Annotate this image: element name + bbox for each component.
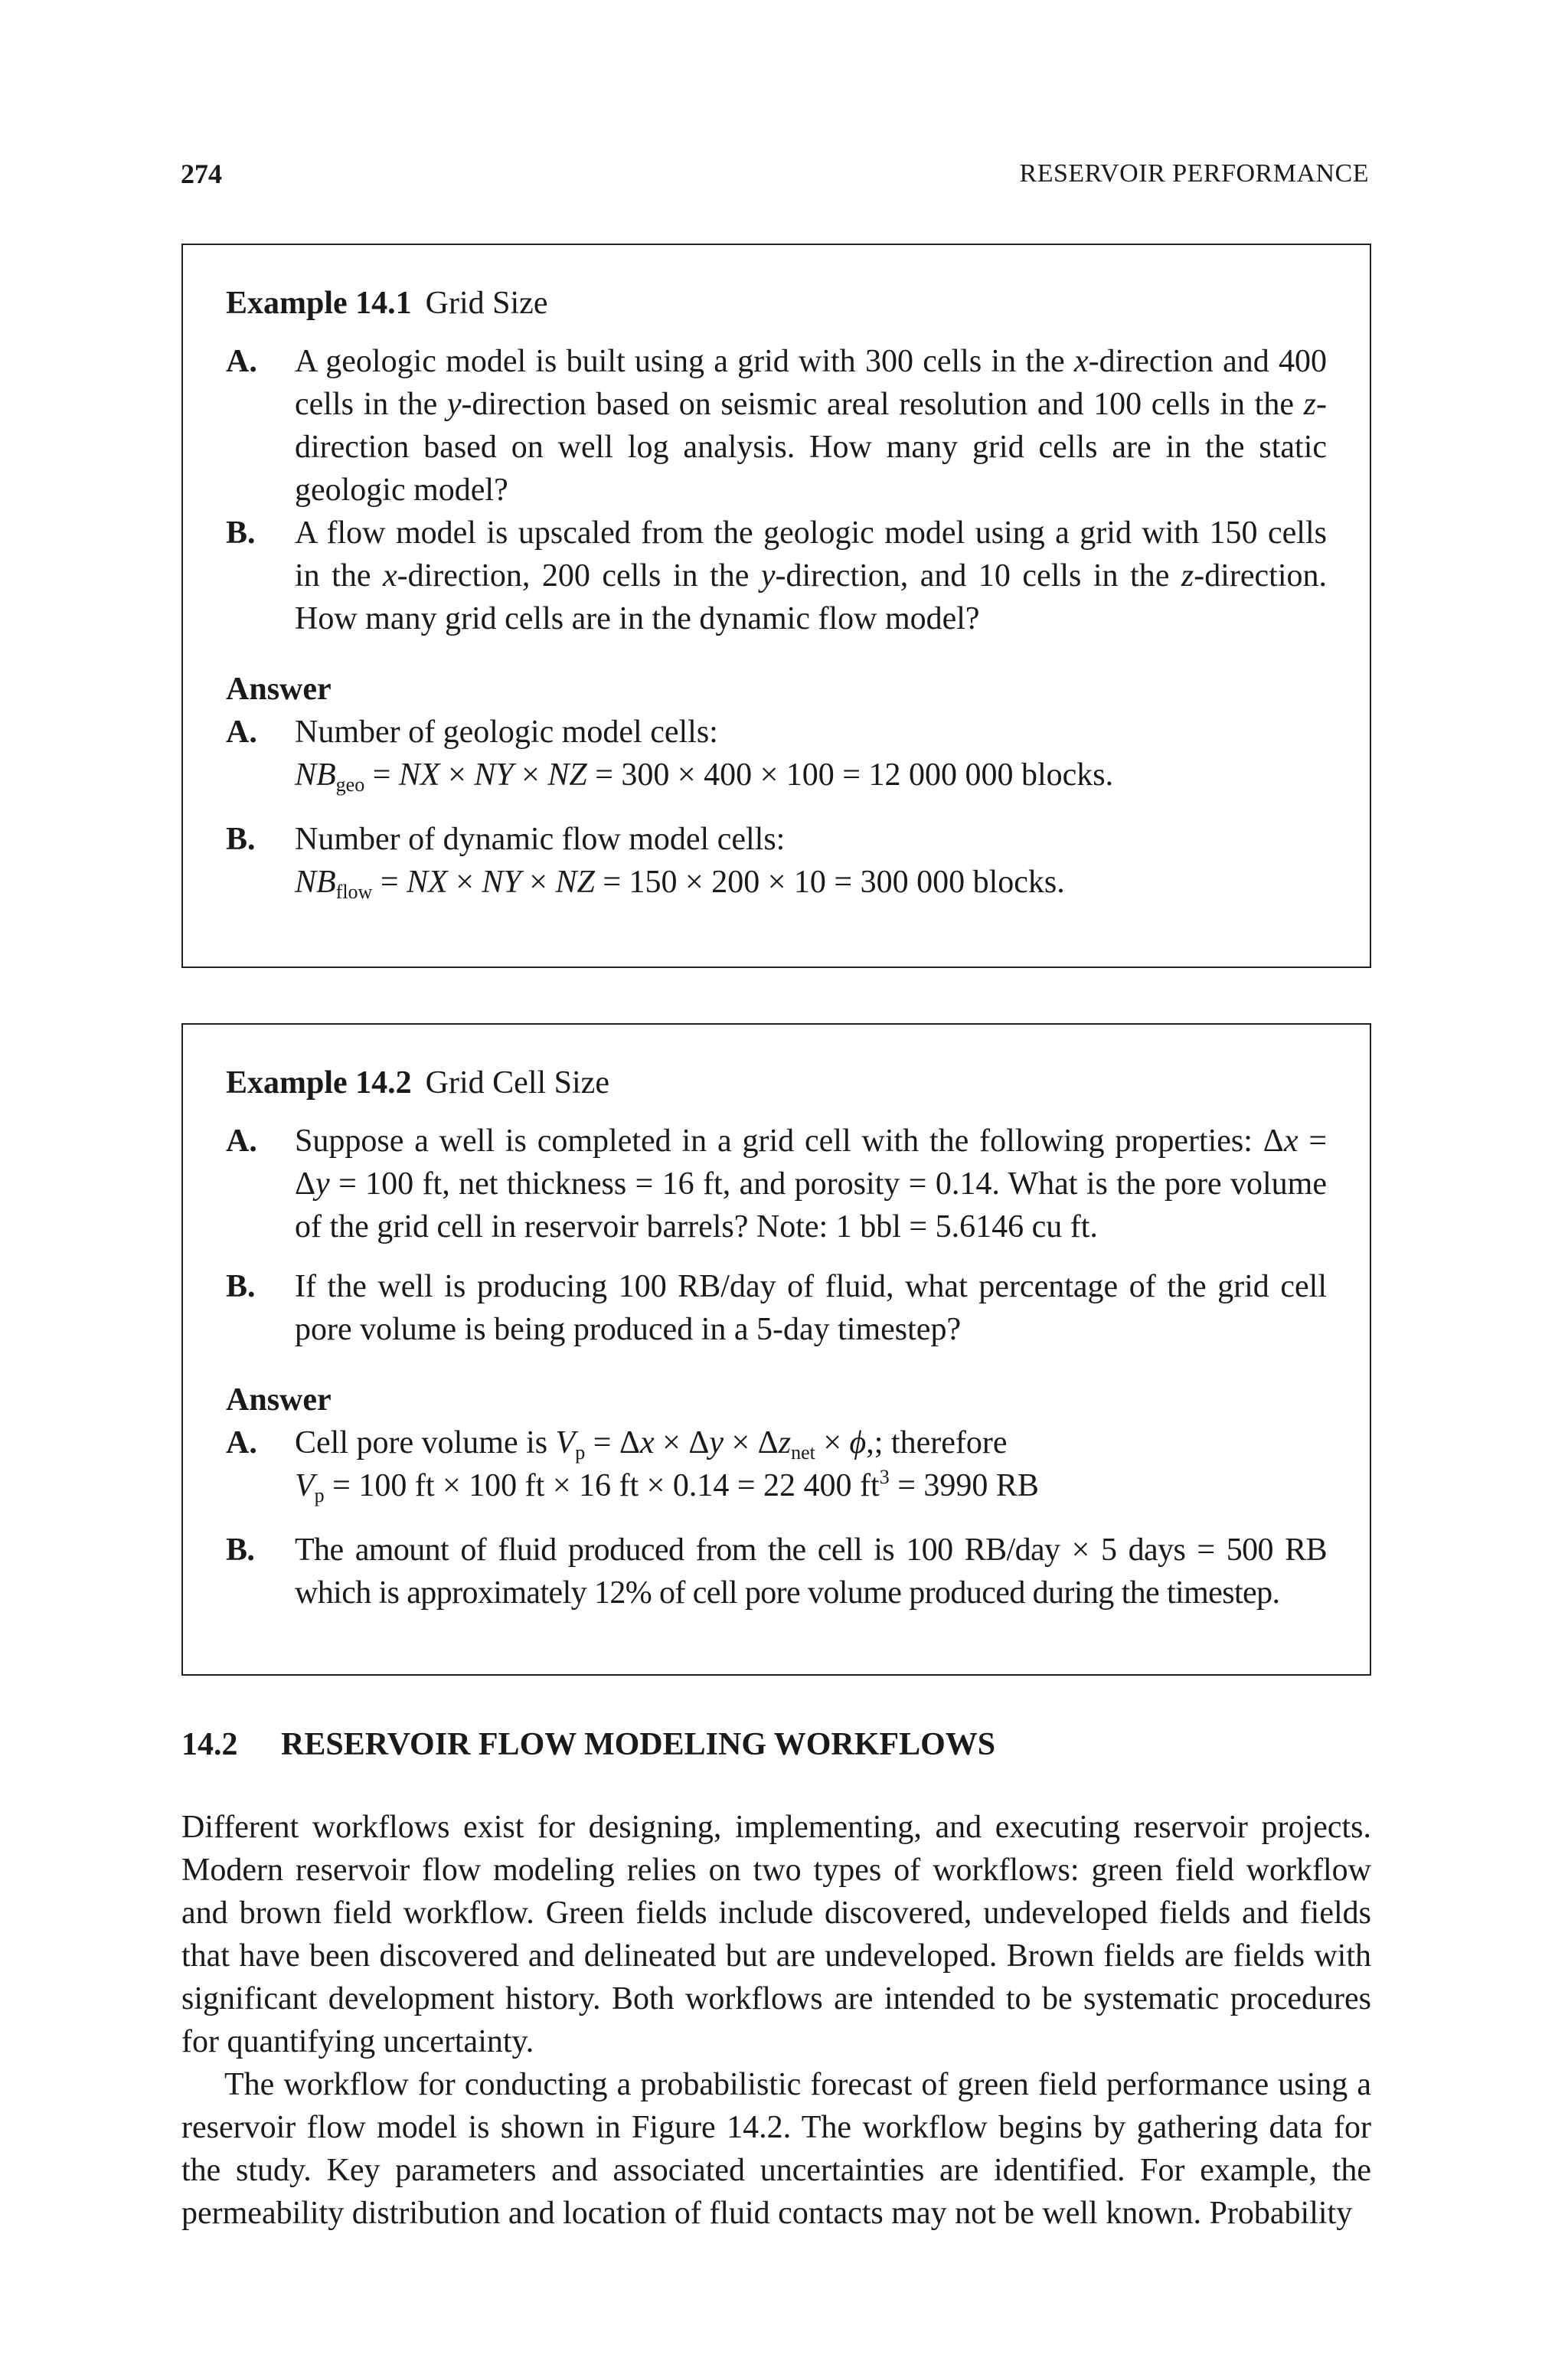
section-heading [181,1723,995,1766]
example-title [226,282,1327,325]
example-title [226,1061,1327,1104]
answer-a [226,711,1327,754]
answer-b [226,1529,1327,1614]
answer-a [226,1421,1327,1464]
answer-heading: Answer [226,1382,332,1418]
answer-b [226,818,1327,861]
answer-label: A. [226,1425,257,1460]
answer-label: A. [226,715,257,750]
question-text: A flow model is upscaled from the geologic model using a grid with 150 cells in the x-direction, 200 cells in the y-direction, and 10 cells in the z-direction. How many grid cells are in the dynamic flow model? [295,515,1327,636]
example-heading: Grid Size [425,286,548,321]
answer-text: Number of geologic model cells: [295,715,718,750]
question-label: B. [226,1269,256,1304]
question-text: If the well is producing 100 RB/day of fluid, what percentage of the grid cell pore volume is being produced in a 5-day timestep? [295,1269,1327,1347]
answer-label: B. [226,1532,255,1568]
answer-label: B. [226,822,256,857]
example-14-1-box [181,244,1371,968]
question-a [226,1120,1327,1248]
example-14-2-box [181,1023,1371,1676]
running-header: RESERVOIR PERFORMANCE [1019,159,1369,188]
equation-geo: $NB_{geo}$ = NX × NY × NZ = 300 × 400 × 100 = 12 000 000 blocks. [295,757,1114,796]
section-title: RESERVOIR FLOW MODELING WORKFLOWS [281,1727,996,1762]
example-heading: Grid Cell Size [425,1065,609,1101]
equation-pore-volume: $V_p = 100$ ft × 100 ft × 16 ft × 0.14 = 22 400 $ft^3 = 3990$ RB [295,1466,1039,1506]
paragraph: The workflow for conducting a probabilistic forecast of green field performance using a reservoir flow model is shown in Figure 14.2. The workflow begins by gathering data for the study. Key parameters and associated uncertainties are identified. For example, the permeability distribution and location of fluid contacts may not be well known. Probability [181,2067,1371,2231]
section-number: 14.2 [181,1727,238,1762]
question-label: B. [226,515,256,551]
question-a [226,340,1327,512]
answer-text: The amount of fluid produced from the cell is 100 RB/day × 5 days = 500 RB which is approximately 12% of cell pore volume produced during the timestep. [295,1532,1327,1611]
question-text: A geologic model is built using a grid with 300 cells in the x-direction and 400 cells in the y-direction based on seismic areal resolution and 100 cells in the z-direction based on well log analysis. How many grid cells are in the static geologic model? [295,344,1327,508]
example-label: Example 14.1 [226,286,412,321]
section-body [181,1806,1371,2235]
answer-text: Number of dynamic flow model cells: [295,822,786,857]
answer-heading: Answer [226,672,332,707]
question-b [226,512,1327,640]
paragraph: Different workflows exist for designing, implementing, and executing reservoir projects. Modern reservoir flow modeling relies on two types of workflows: green field workflow and brown field workflow. Green fields include discovered, undeveloped fields and fields that have been discovered and delineated but are undeveloped. Brown fields are fields with significant development history. Both workflows are intended to be systematic procedures for quantifying uncertainty. [181,1810,1371,2059]
equation-flow: $NB_{flow}$ = NX × NY × NZ = 150 × 200 × 10 = 300 000 blocks. [295,865,1065,903]
question-text: Suppose a well is completed in a grid cell with the following properties: Δx = Δy = 100 ft, net thickness = 16 ft, and porosity = 0.14. What is the pore volume of the grid cell in reservoir barrels? Note: 1 bbl = 5.6146 cu ft. [295,1123,1328,1245]
question-label: A. [226,1123,257,1159]
question-b [226,1265,1327,1351]
page-number: 274 [181,159,222,189]
example-label: Example 14.2 [226,1065,412,1101]
answer-text: Cell pore volume is $V_p = \Delta x \times \Delta y \times \Delta z_{net} \times \phi$,; therefore [295,1425,1008,1464]
question-label: A. [226,344,257,379]
